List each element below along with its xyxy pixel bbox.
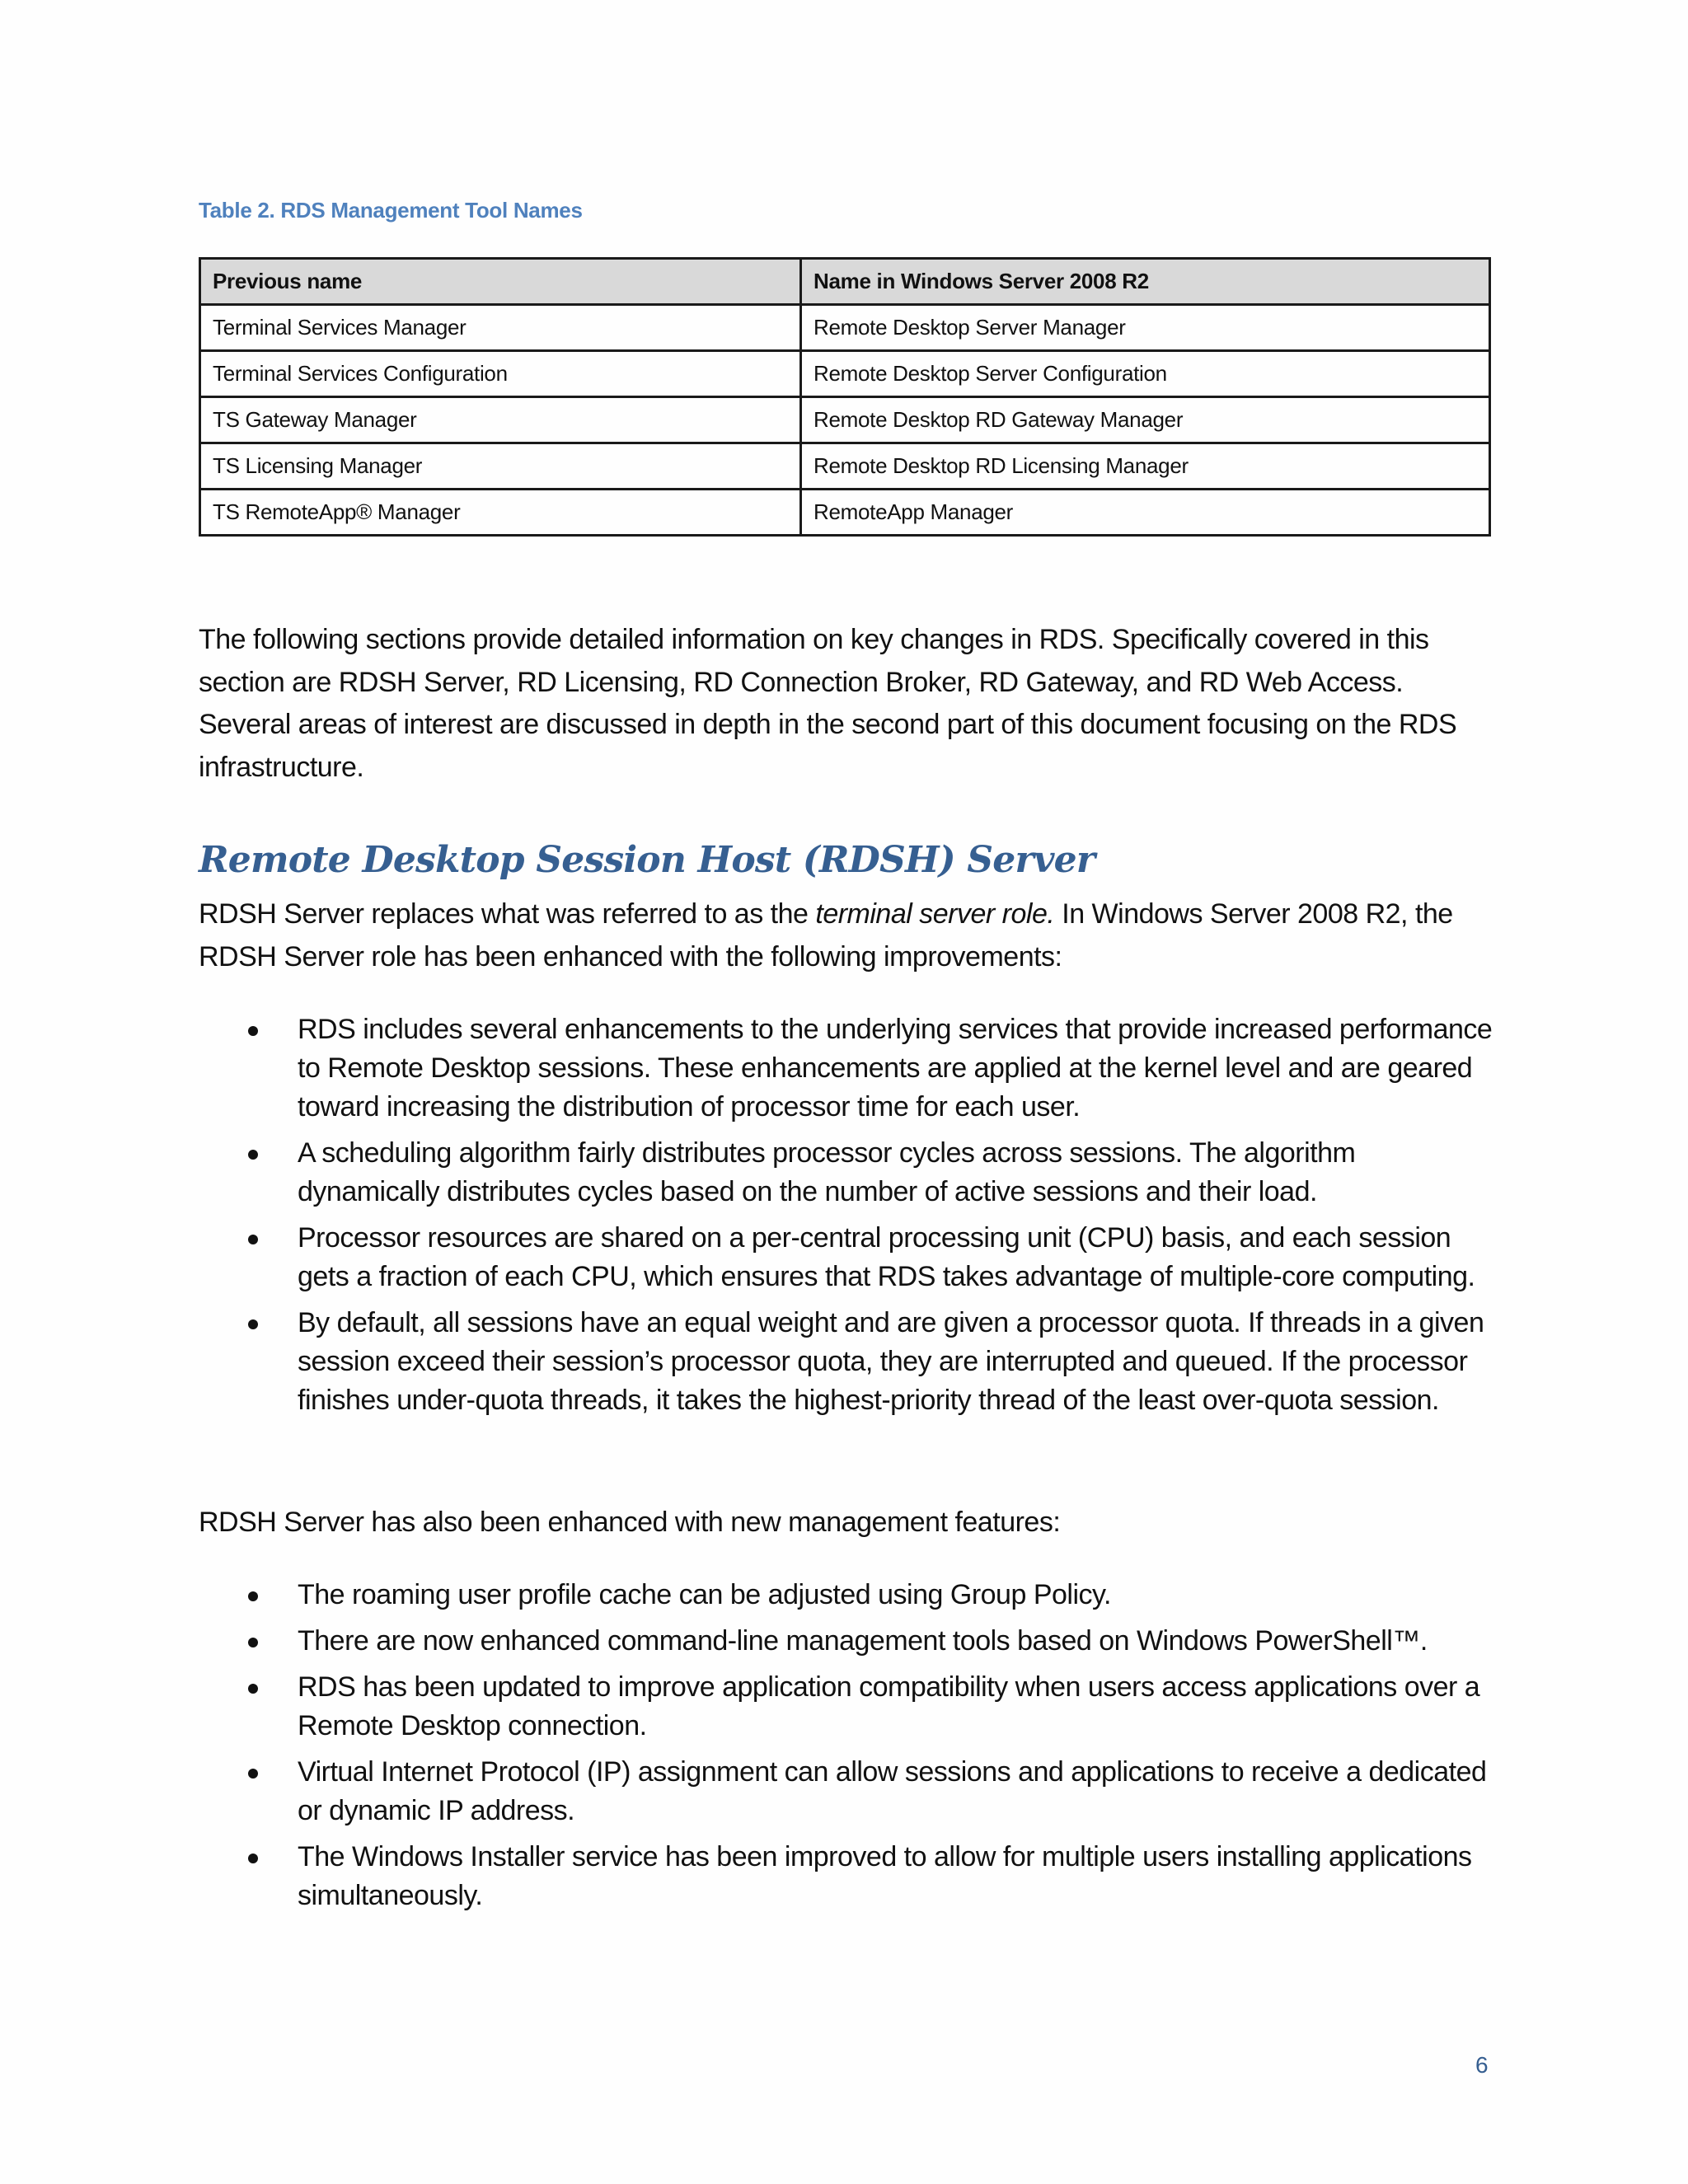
- table-header-row: [200, 259, 1490, 305]
- list-item-text: RDS includes several enhancements to the underlying services that provide increased performance to Remote Desktop sessions. These enhancements are applied at the kernel level and are geared toward increasing the distribution of processor time for each user.: [298, 1014, 1493, 1122]
- list-item: [199, 1668, 1501, 1746]
- bullet-icon: [248, 1854, 258, 1863]
- table-row: [200, 351, 1490, 397]
- section-lead-paragraph: [199, 893, 1501, 978]
- list-item-text: Processor resources are shared on a per-central processing unit (CPU) basis, and each session gets a fraction of each CPU, which ensures that RDS takes advantage of multiple-core computing.: [298, 1222, 1475, 1292]
- table-row: [200, 490, 1490, 536]
- intro-paragraph: The following sections provide detailed information on key changes in RDS. Specifically covered in this section are RDSH Server, RD Licensing, RD Connection Broker, RD Gateway, and RD Web Access. Several areas of interest are discussed in depth in the second part of this document focusing on the RDS infrastructure.: [199, 624, 1457, 783]
- lead-text-after: In Windows Server 2008 R2, the RDSH Server role has been enhanced with the following improvements:: [199, 898, 1453, 972]
- bullet-icon: [248, 1684, 258, 1694]
- bullet-icon: [248, 1150, 258, 1160]
- lead-emphasis: terminal server role.: [815, 898, 1055, 930]
- list-item: [199, 1219, 1501, 1296]
- page-number: 6: [1475, 2052, 1489, 2078]
- management-intro-paragraph: RDSH Server has also been enhanced with new management features:: [199, 1507, 1061, 1538]
- cell-new-name: Remote Desktop RD Licensing Manager: [801, 443, 1490, 490]
- list-item: [199, 1304, 1501, 1420]
- list-item: [199, 1838, 1501, 1915]
- cell-previous-name: TS RemoteApp® Manager: [200, 490, 801, 536]
- list-item: [199, 1622, 1501, 1661]
- list-item: [199, 1576, 1501, 1615]
- list-item: [199, 1134, 1501, 1212]
- section-heading: Remote Desktop Session Host (RDSH) Server: [199, 839, 1095, 881]
- list-item-text: The Windows Installer service has been improved to allow for multiple users installing applications simultaneously.: [298, 1841, 1472, 1911]
- list-item-text: There are now enhanced command-line management tools based on Windows PowerShell™.: [298, 1625, 1428, 1657]
- bullet-icon: [248, 1026, 258, 1036]
- cell-previous-name: TS Licensing Manager: [200, 443, 801, 490]
- tool-names-table: [199, 257, 1491, 537]
- bullet-icon: [248, 1591, 258, 1601]
- bullet-icon: [248, 1769, 258, 1779]
- table-caption: Table 2. RDS Management Tool Names: [199, 198, 583, 223]
- header-new-name: Name in Windows Server 2008 R2: [801, 259, 1490, 305]
- management-features-list: [199, 1576, 1501, 1923]
- cell-new-name: Remote Desktop RD Gateway Manager: [801, 397, 1490, 443]
- bullet-icon: [248, 1235, 258, 1244]
- cell-previous-name: Terminal Services Manager: [200, 305, 801, 351]
- bullet-icon: [248, 1319, 258, 1329]
- lead-text-before: RDSH Server replaces what was referred to as the: [199, 898, 816, 930]
- list-item: [199, 1010, 1501, 1127]
- improvements-list: [199, 1010, 1501, 1427]
- cell-previous-name: Terminal Services Configuration: [200, 351, 801, 397]
- bullet-icon: [248, 1638, 258, 1647]
- cell-new-name: Remote Desktop Server Configuration: [801, 351, 1490, 397]
- table-row: [200, 397, 1490, 443]
- list-item: [199, 1753, 1501, 1830]
- cell-new-name: RemoteApp Manager: [801, 490, 1490, 536]
- cell-new-name: Remote Desktop Server Manager: [801, 305, 1490, 351]
- table-row: [200, 305, 1490, 351]
- list-item-text: Virtual Internet Protocol (IP) assignment can allow sessions and applications to receive a dedicated or dynamic IP address.: [298, 1756, 1487, 1826]
- list-item-text: The roaming user profile cache can be adjusted using Group Policy.: [298, 1579, 1111, 1610]
- list-item-text: By default, all sessions have an equal weight and are given a processor quota. If threads in a given session exceed their session’s processor quota, they are interrupted and queued. If the processor finishes under-quota threads, it takes the highest-priority thread of the least over-quota session.: [298, 1307, 1484, 1416]
- list-item-text: A scheduling algorithm fairly distributes processor cycles across sessions. The algorithm dynamically distributes cycles based on the number of active sessions and their load.: [298, 1137, 1356, 1207]
- cell-previous-name: TS Gateway Manager: [200, 397, 801, 443]
- table-row: [200, 443, 1490, 490]
- list-item-text: RDS has been updated to improve application compatibility when users access applications over a Remote Desktop connection.: [298, 1671, 1480, 1741]
- header-previous-name: Previous name: [200, 259, 801, 305]
